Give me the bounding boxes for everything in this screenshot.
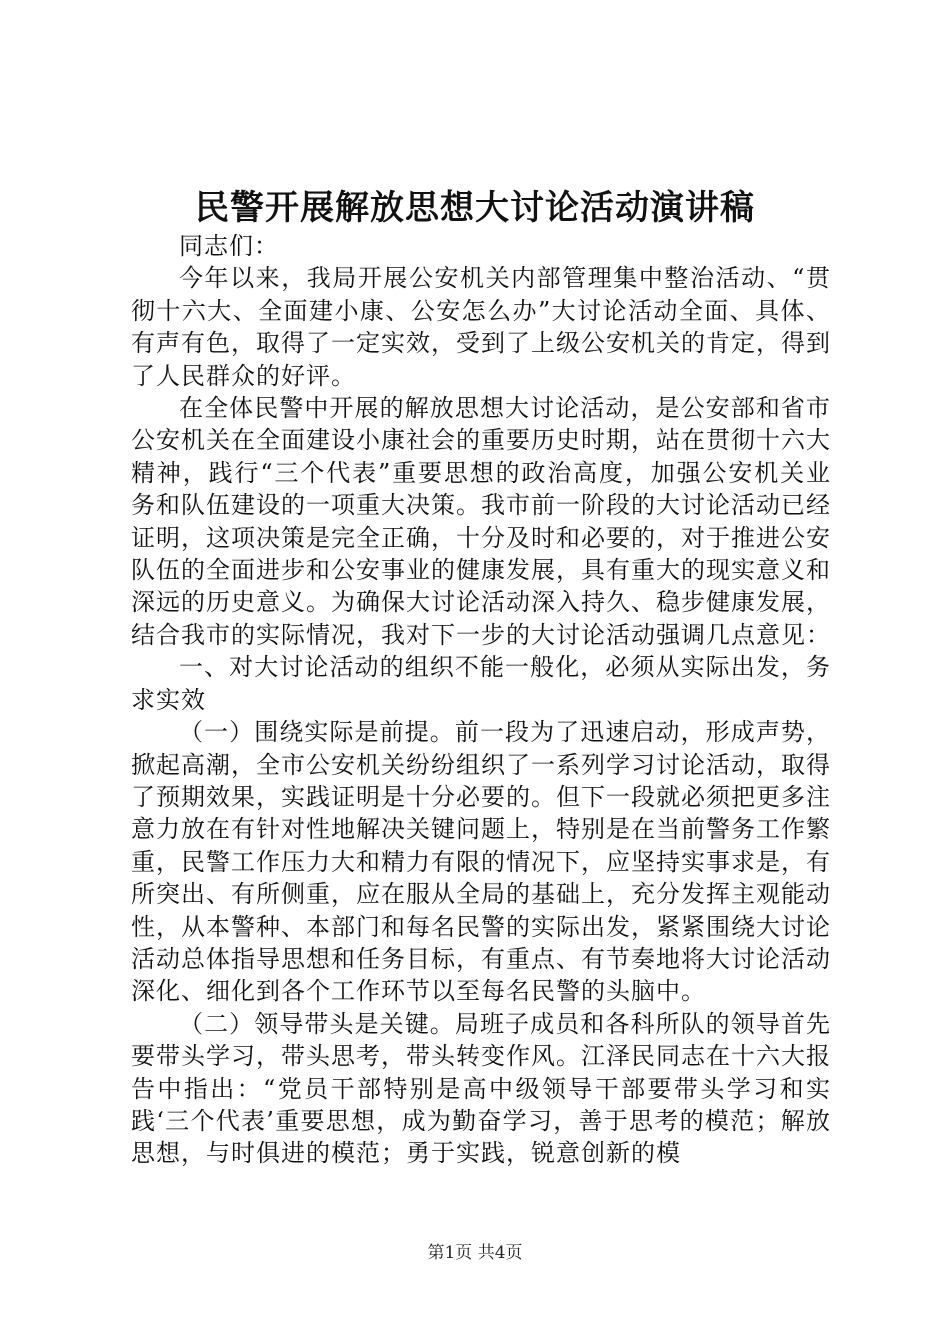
salutation-paragraph: 同志们：: [179, 232, 279, 260]
body-paragraph: 在全体民警中开展的解放思想大讨论活动，是公安部和省市公安机关在全面建设小康社会的重要历史时期，站在贯彻十六大精神，践行“三个代表”重要思想的政治高度，加强公安机关业务和队伍建设的一项重大决策。我市前一阶段的大讨论活动已经证明，这项决策是完全正确，十分及时和必要的，对于推进公安队伍的全面进步和公安事业的健康发展，具有重大的现实意义和深远的历史意义。为确保大讨论活动深入持久、稳步健康发展，结合我市的实际情况，我对下一步的大讨论活动强调几点意见：: [131, 394, 831, 649]
body-paragraph: 今年以来，我局开展公安机关内部管理集中整治活动、“贯彻十六大、全面建小康、公安怎么办”大讨论活动全面、具体、有声有色，取得了一定实效，受到了上级公安机关的肯定，得到了人民群众的好评。: [131, 264, 831, 390]
document-body: [131, 230, 831, 1170]
page-footer: 第1页 共4页: [427, 1243, 523, 1263]
body-paragraph: （二）领导带头是关键。局班子成员和各科所队的领导首先要带头学习，带头思考，带头转变作风。江泽民同志在十六大报告中指出：“党员干部特别是高中级领导干部要带头学习和实践‘三个代表’重要思想，成为勤奋学习，善于思考的模范；解放思想，与时俱进的模范；勇于实践，锐意创新的模: [131, 1009, 831, 1168]
section-heading: 一、对大讨论活动的组织不能一般化，必须从实际出发，务求实效: [131, 653, 831, 714]
body-paragraph: （一）围绕实际是前提。前一段为了迅速启动，形成声势，掀起高潮，全市公安机关纷纷组织了一系列学习讨论活动，取得了预期效果，实践证明是十分必要的。但下一段就必须把更多注意力放在有针对性地解决关键问题上，特别是在当前警务工作繁重，民警工作压力大和精力有限的情况下，应坚持实事求是，有所突出、有所侧重，应在服从全局的基础上，充分发挥主观能动性，从本警种、本部门和每名民警的实际出发，紧紧围绕大讨论活动总体指导思想和任务目标，有重点、有节奏地将大讨论活动深化、细化到各个工作环节以至每名民警的头脑中。: [131, 718, 831, 1006]
document-title: 民警开展解放思想大讨论活动演讲稿: [195, 188, 755, 228]
